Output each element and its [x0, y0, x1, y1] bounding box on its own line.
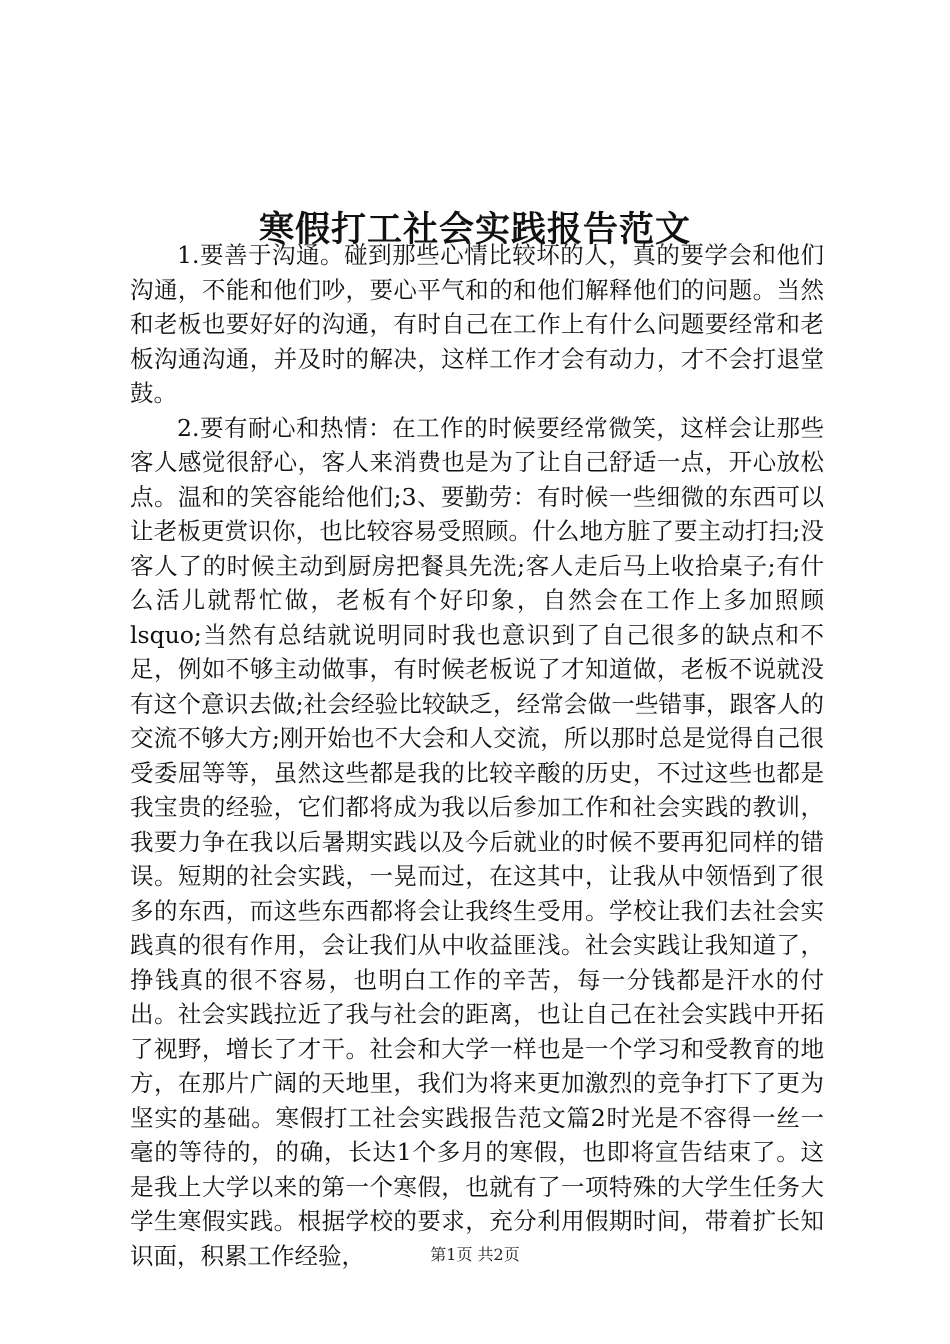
- page-number: 第1页 共2页: [430, 1245, 520, 1264]
- document-title: 寒假打工社会实践报告范文: [258, 209, 691, 251]
- paragraph-1: 1.要善于沟通。碰到那些心情比较坏的人，真的要学会和他们沟通，不能和他们吵，要心平气和的和他们解释他们的问题。当然和老板也要好好的沟通，有时自己在工作上有什么问题要经常和老板沟通沟通，并及时的解决，这样工作才会有动力，才不会打退堂鼓。: [130, 241, 824, 407]
- paragraph-2: 2.要有耐心和热情：在工作的时候要经常微笑，这样会让那些客人感觉很舒心，客人来消费也是为了让自己舒适一点，开心放松点。温和的笑容能给他们;3、要勤劳：有时候一些细微的东西可以让老板更赏识你，也比较容易受照顾。什么地方脏了要主动打扫;没客人了的时候主动到厨房把餐具先洗;客人走后马上收拾桌子;有什么活儿就帮忙做，老板有个好印象，自然会在工作上多加照顾lsquo;当然有总结就说明同时我也意识到了自己很多的缺点和不足，例如不够主动做事，有时候老板说了才知道做，老板不说就没有这个意识去做;社会经验比较缺乏，经常会做一些错事，跟客人的交流不够大方;刚开始也不大会和人交流，所以那时总是觉得自己很受委屈等等，虽然这些都是我的比较辛酸的历史，不过这些也都是我宝贵的经验，它们都将成为我以后参加工作和社会实践的教训，我要力争在我以后暑期实践以及今后就业的时候不要再犯同样的错误。短期的社会实践，一晃而过，在这其中，让我从中领悟到了很多的东西，而这些东西都将会让我终生受用。学校让我们去社会实践真的很有作用，会让我们从中收益匪浅。社会实践让我知道了，挣钱真的很不容易，也明白工作的辛苦，每一分钱都是汗水的付出。社会实践拉近了我与社会的距离，也让自己在社会实践中开拓了视野，增长了才干。社会和大学一样也是一个学习和受教育的地方，在那片广阔的天地里，我们为将来更加激烈的竞争打下了更为坚实的基础。寒假打工社会实践报告范文篇2时光是不容得一丝一毫的等待的，的确，长达1个多月的寒假，也即将宣告结束了。这是我上大学以来的第一个寒假，也就有了一项特殊的大学生任务大学生寒假实践。根据学校的要求，充分利用假期时间，带着扩长知识面，积累工作经验，: [130, 413, 824, 1270]
- page-footer: [0, 1244, 950, 1266]
- document-body: [130, 238, 824, 1273]
